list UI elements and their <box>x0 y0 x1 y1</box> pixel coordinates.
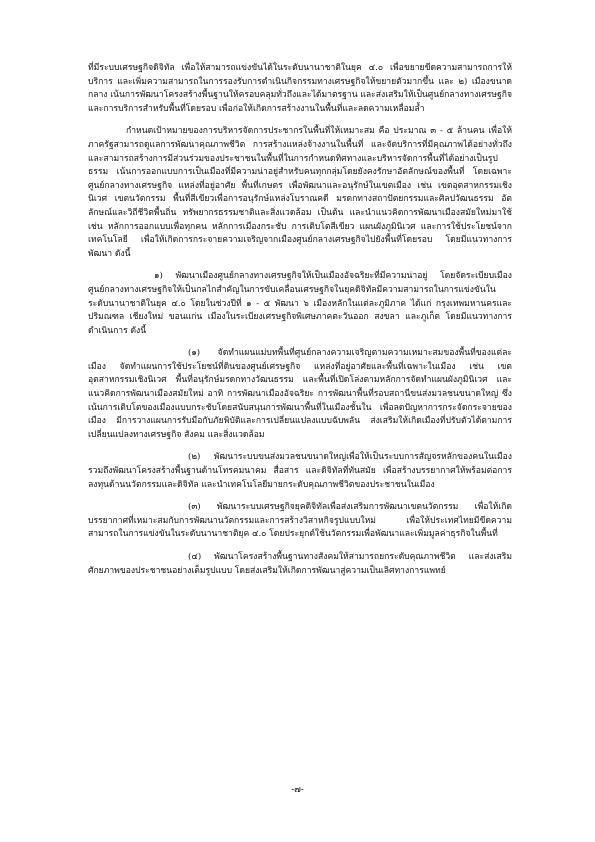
paragraph-subitem-3: (๓) พัฒนาระบบเศรษฐกิจยุคดิจิทัลเพื่อส่งเสริมการพัฒนาเขตนวัตกรรม เพื่อให้เกิดบรรยากาศที่เหมาะสมกับการพัฒนานวัตกรรมและการสร้างวิสาหกิจรูปแบบใหม่ เพื่อให้ประเทศไทยมีขีดความสามารถในการแข่งขันในระดับนานาชาติยุค ๔.๐ โดยประยุกต์ใช้นวัตกรรมเพื่อพัฒนาและเพิ่มมูลค่าธุรกิจในพื้นที่ <box>88 502 512 540</box>
paragraph-subitem-1: (๑) จัดทำแผนแม่บทพื้นที่ศูนย์กลางความเจริญตามความเหมาะสมของพื้นที่ของแต่ละเมือง จัดทำแผนการใช้ประโยชน์ที่ดินของศูนย์เศรษฐกิจ แหล่งที่อยู่อาศัยและพื้นที่เฉพาะในเมือง เช่น เขตอุตสาหกรรมเชิงนิเวศ พื้นที่อนุรักษ์มรดกทางวัฒนธรรม และพื้นที่เปิดโล่งตามหลักการจัดทำแผนผังภูมินิเวศ และแนวคิดการพัฒนาเมืองสมัยใหม่ อาทิ การพัฒนาเมืองอัจฉริยะ การพัฒนาพื้นที่รอบสถานีขนส่งมวลชนขนาดใหญ่ ซึ่งเน้นการเติบโตของเมืองแบบกระชับโดยสนับสนุนการพัฒนาพื้นที่ในเมืองชั้นใน เพื่อลดปัญหาการกระจัดกระจายของเมือง มีการวางแผนการรับมือกับภัยพิบัติและการเปลี่ยนแปลงแบบฉับพลัน ส่งเสริมให้เกิดเมืองที่ปรับตัวได้ตามการเปลี่ยนแปลงทางเศรษฐกิจ สังคม และสิ่งแวดล้อม <box>88 348 512 440</box>
body-text <box>88 62 512 578</box>
page-number: -๗- <box>291 785 304 795</box>
paragraph-subitem-4: (๔) พัฒนาโครงสร้างพื้นฐานทางสังคมให้สามารถยกระดับคุณภาพชีวิต และส่งเสริมศักยภาพของประชาชนอย่างเต็มรูปแบบ โดยส่งเสริมให้เกิดการพัฒนาสู่ความเป็นเลิศทางการแพทย์ <box>88 552 512 576</box>
paragraph-item-1: ๑) พัฒนาเมืองศูนย์กลางทางเศรษฐกิจให้เป็นเมืองอัจฉริยะที่มีความน่าอยู่ โดยจัดระเบียบเมืองศูนย์กลางทางเศรษฐกิจให้เป็นกลไกสำคัญในการขับเคลื่อนเศรษฐกิจในยุคดิจิทัลมีความสามารถในการแข่งขันในระดับนานาชาติในยุค ๔.๐ โดยในช่วงปีที่ ๑ - ๕ พัฒนา ๖ เมืองหลักในแต่ละภูมิภาค ได้แก่ กรุงเทพมหานครและปริมณฑล เชียงใหม่ ขอนแก่น เมืองในระเบียงเศรษฐกิจพิเศษภาคตะวันออก สงขลา และภูเก็ต โดยมีแนวทางการดำเนินการ ดังนี้ <box>88 271 512 336</box>
paragraph-continuation: ที่มีระบบเศรษฐกิจดิจิทัล เพื่อให้สามารถแข่งขันได้ในระดับนานาชาติในยุค ๔.๐ เพื่อขยายขีดความสามารถการให้บริการ และเพิ่มความสามารถในการรองรับการดำเนินกิจกรรมทางเศรษฐกิจให้ขยายตัวมากขึ้น และ ๒) เมืองขนาดกลาง เน้นการพัฒนาโครงสร้างพื้นฐานให้ครอบคลุมทั่วถึงและได้มาตรฐาน และส่งเสริมให้เป็นศูนย์กลางทางเศรษฐกิจและการบริการสำหรับพื้นที่โดยรอบ เพื่อก่อให้เกิดการสร้างงานในพื้นที่และลดความเหลื่อมล้ำ <box>88 63 512 114</box>
paragraph-subitem-2: (๒) พัฒนาระบบขนส่งมวลชนขนาดใหญ่เพื่อให้เป็นระบบการสัญจรหลักของคนในเมือง รวมถึงพัฒนาโครงสร้างพื้นฐานด้านโทรคมนาคม สื่อสาร และดิจิทัลที่ทันสมัย เพื่อสร้างบรรยากาศให้พร้อมต่อการลงทุนด้านนวัตกรรมและดิจิทัล และนำเทคโนโลยีมายกระดับคุณภาพชีวิตของประชาชนในเมือง <box>88 452 512 490</box>
paragraph-population-target: กำหนดเป้าหมายของการบริหารจัดการประชากรในพื้นที่ให้เหมาะสม คือ ประมาณ ๓ - ๕ ล้านคน เพื่อให้ภาครัฐสามารถดูแลการพัฒนาคุณภาพชีวิต การสร้างแหล่งจ้างงานในพื้นที่ และจัดบริการที่มีคุณภาพได้อย่างทั่วถึง และสามารถสร้างการมีส่วนร่วมของประชาชนในพื้นที่ในการกำหนดทิศทางและบริหารจัดการพื้นที่ได้อย่างเป็นรูปธรรม เน้นการออกแบบการเป็นเมืองที่มีความน่าอยู่สำหรับคนทุกกลุ่มโดยยังคงรักษาอัตลักษณ์ของพื้นที่ โดยเฉพาะศูนย์กลางทางเศรษฐกิจ แหล่งที่อยู่อาศัย พื้นที่เกษตร เพื่อพัฒนาและอนุรักษ์ในเขตเมือง เช่น เขตอุตสาหกรรมเชิงนิเวศ เขตนวัตกรรม พื้นที่สีเขียวเพื่อการอนุรักษ์แหล่งโบราณคดี มรดกทางสถาปัตยกรรมและศิลปวัฒนธรรม อัตลักษณ์และวิถีชีวิตพื้นถิ่น ทรัพยากรธรรมชาติและสิ่งแวดล้อม เป็นต้น และนำแนวคิดการพัฒนาเมืองสมัยใหม่มาใช้ เช่น หลักการออกแบบเพื่อทุกคน หลักการเมืองกระชับ การเติบโตสีเขียว แผนผังภูมินิเวศ และการใช้ประโยชน์จากเทคโนโลยี เพื่อให้เกิดการกระจายความเจริญจากเมืองศูนย์กลางเศรษฐกิจไปยังพื้นที่โดยรอบ โดยมีแนวทางการพัฒนา ดังนี้ <box>88 126 512 259</box>
